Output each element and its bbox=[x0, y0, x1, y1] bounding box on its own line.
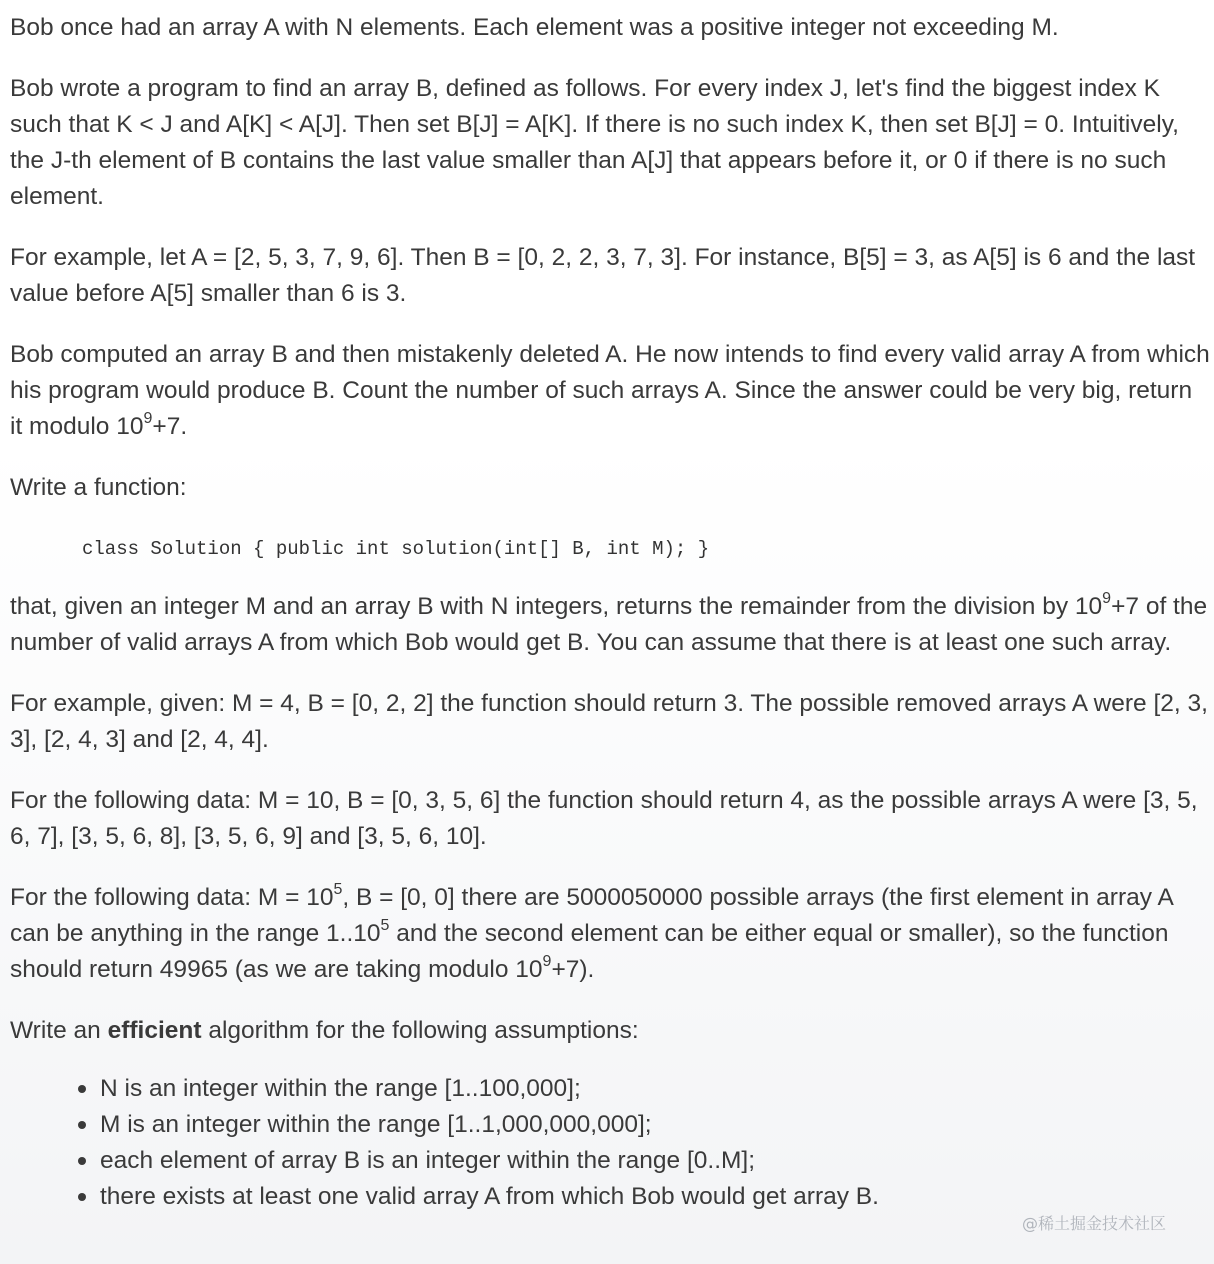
text: , B = [0, 0] there are 5000050000 possible arrays (the first element in array A can be anything in the range 1..10 bbox=[10, 884, 1173, 947]
bullet-icon bbox=[78, 1157, 86, 1165]
text: For the following data: M = 10 bbox=[10, 884, 334, 911]
paragraph-intro: Bob once had an array A with N elements. Each element was a positive integer not exceeding M. bbox=[10, 14, 1059, 41]
superscript: 5 bbox=[333, 881, 343, 898]
text: that, given an integer M and an array B with N integers, returns the remainder from the division by 10 bbox=[10, 593, 1103, 620]
text: Write an bbox=[10, 1017, 108, 1044]
superscript: 9 bbox=[143, 410, 153, 427]
text: algorithm for the following assumptions: bbox=[201, 1017, 639, 1044]
list-item bbox=[78, 1143, 1210, 1179]
bullet-icon bbox=[78, 1121, 86, 1129]
bullet-icon bbox=[78, 1193, 86, 1201]
superscript: 9 bbox=[542, 953, 552, 970]
problem-statement bbox=[10, 10, 1210, 1215]
paragraph-example-a: For example, let A = [2, 5, 3, 7, 9, 6]. Then B = [0, 2, 2, 3, 7, 3]. For instance, B[5] = 3, as A[5] is 6 and the last value before A[5] smaller than 6 is 3. bbox=[10, 244, 1196, 307]
list-item-text: M is an integer within the range [1..1,000,000,000]; bbox=[100, 1111, 652, 1138]
list-item-text: each element of array B is an integer within the range [0..M]; bbox=[100, 1147, 756, 1174]
paragraph-example-3 bbox=[10, 880, 1210, 988]
emphasis-efficient: efficient bbox=[107, 1017, 202, 1044]
assumptions-list bbox=[10, 1071, 1210, 1215]
list-item-text: there exists at least one valid array A from which Bob would get array B. bbox=[100, 1183, 879, 1210]
paragraph-example-1: For example, given: M = 4, B = [0, 2, 2] the function should return 3. The possible removed arrays A were [2, 3, 3], [2, 4, 3] and [2, 4, 4]. bbox=[10, 690, 1208, 753]
superscript: 9 bbox=[1102, 590, 1112, 607]
paragraph-function-description bbox=[10, 589, 1210, 661]
text: +7 of the number of valid arrays A from which Bob would get B. You can assume that there is at least one such array. bbox=[10, 593, 1208, 656]
paragraph-definition: Bob wrote a program to find an array B, defined as follows. For every index J, let's find the biggest index K such that K < J and A[K] < A[J]. Then set B[J] = A[K]. If there is no such index K, then set B[J] = 0. Intuitively, the J-th element of B contains the last value smaller than A[J] that appears before it, or 0 if there is no such element. bbox=[10, 75, 1179, 210]
text: +7). bbox=[551, 956, 595, 983]
paragraph-assumptions-intro bbox=[10, 1013, 1210, 1049]
bullet-icon bbox=[78, 1085, 86, 1093]
text: Bob computed an array B and then mistakenly deleted A. He now intends to find every valid array A from which his program would produce B. Count the number of such arrays A. Since the answer could be very big, return it modulo 10 bbox=[10, 341, 1210, 440]
text: and the second element can be either equal or smaller), so the function should return 49965 (as we are taking modulo 10 bbox=[10, 920, 1169, 983]
superscript: 5 bbox=[380, 917, 390, 934]
list-item bbox=[78, 1071, 1210, 1107]
list-item-text: N is an integer within the range [1..100,000]; bbox=[100, 1075, 581, 1102]
list-item bbox=[78, 1107, 1210, 1143]
text: +7. bbox=[152, 413, 188, 440]
paragraph-write-function: Write a function: bbox=[10, 474, 187, 501]
watermark: @稀土掘金技术社区 bbox=[1022, 1214, 1167, 1233]
paragraph-example-2: For the following data: M = 10, B = [0, 3, 5, 6] the function should return 4, as the possible arrays A were [3, 5, 6, 7], [3, 5, 6, 8], [3, 5, 6, 9] and [3, 5, 6, 10]. bbox=[10, 787, 1198, 850]
code-signature: class Solution { public int solution(int[] B, int M); } bbox=[82, 538, 710, 560]
list-item bbox=[78, 1179, 1210, 1215]
paragraph-task bbox=[10, 337, 1210, 445]
